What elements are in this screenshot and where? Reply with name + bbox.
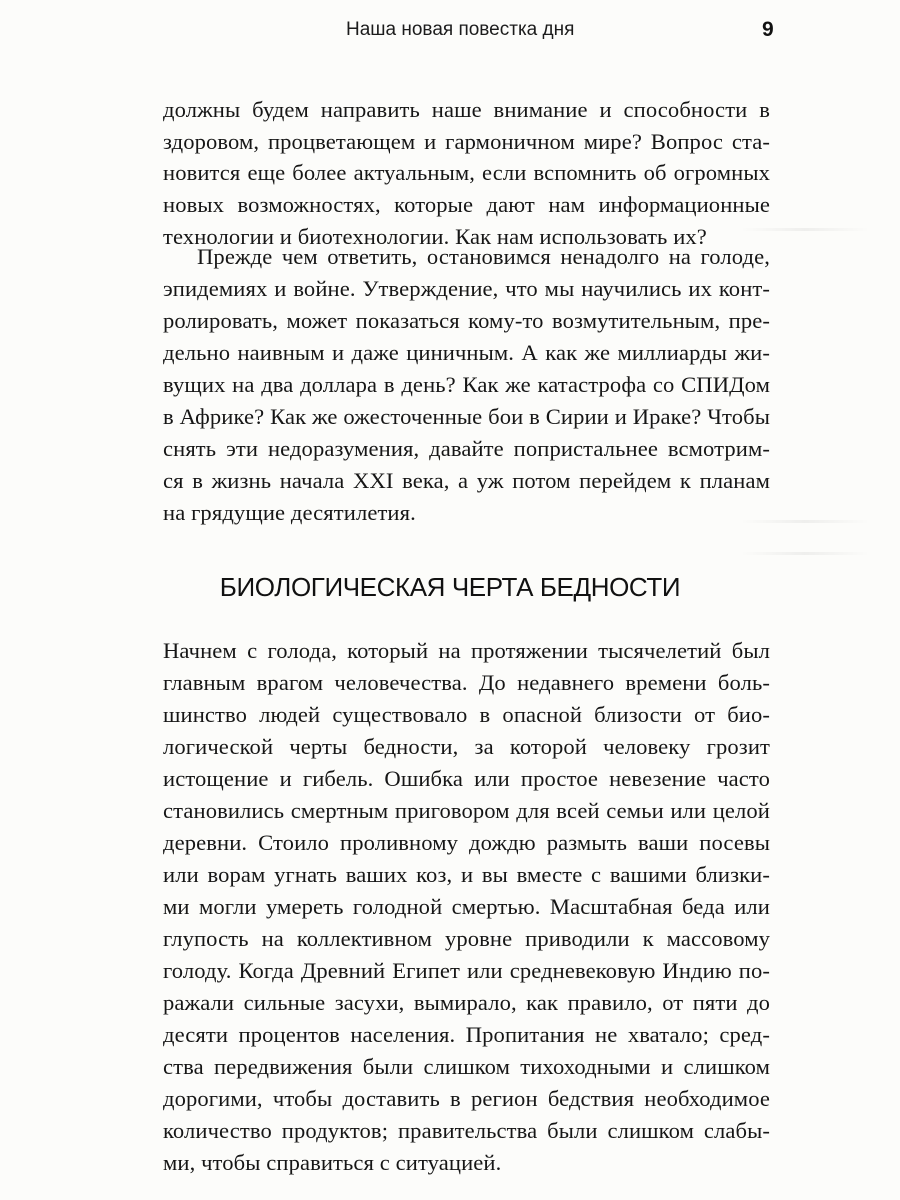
text-line: на грядущие десятилетия.	[163, 500, 416, 525]
text-line: дорогими, чтобы доставить в регион бедствия необходимое	[163, 1086, 770, 1111]
text-line: истощение и гибель. Ошибка или простое невезение часто	[163, 766, 770, 791]
text-line: ства передвижения были слишком тихоходными и слишком	[163, 1054, 770, 1079]
text-line: технологии и биотехнологии. Как нам использовать их?	[163, 224, 707, 249]
text-line: ражали сильные засухи, вымирало, как правило, от пяти до	[163, 990, 770, 1015]
text-line: логической черты бедности, за которой человеку грозит	[163, 734, 770, 759]
text-line: или ворам угнать ваших коз, и вы вместе с вашими близки-	[163, 862, 770, 887]
text-line: Начнем с голода, который на протяжении тысячелетий был	[163, 638, 770, 663]
text-line: дельно наивным и даже циничным. А как же миллиарды жи-	[163, 340, 770, 365]
text-line: десяти процентов населения. Пропитания не хватало; сред-	[163, 1022, 770, 1047]
running-title: Наша новая повестка дня	[346, 19, 575, 40]
section-heading: БИОЛОГИЧЕСКАЯ ЧЕРТА БЕДНОСТИ	[219, 572, 681, 602]
text-line: должны будем направить наше внимание и способности в	[163, 97, 770, 122]
show-through-mark	[740, 552, 870, 555]
running-header	[0, 19, 900, 47]
text-line: ми, чтобы справиться с ситуацией.	[163, 1150, 502, 1175]
text-line: новится еще более актуальным, если вспомнить об огромных	[163, 160, 770, 185]
text-line: вущих на два доллара в день? Как же катастрофа со СПИДом	[163, 372, 770, 397]
text-line: ми могли умереть голодной смертью. Масштабная беда или	[163, 894, 770, 919]
text-line: количество продуктов; правительства были слишком слабы-	[163, 1118, 770, 1143]
text-line: ролировать, может показаться кому-то возмутительным, пре-	[163, 308, 770, 333]
text-line: эпидемиях и войне. Утверждение, что мы научились их конт-	[163, 276, 770, 301]
text-line: новых возможностях, которые дают нам информационные	[163, 192, 770, 217]
text-line: становились смертным приговором для всей семьи или целой	[163, 798, 770, 823]
text-line: ся в жизнь начала XXI века, а уж потом перейдем к планам	[163, 468, 770, 493]
text-line: главным врагом человечества. До недавнего времени боль-	[163, 670, 770, 695]
text-line: Прежде чем ответить, остановимся ненадолго на голоде,	[197, 244, 770, 269]
text-line: деревни. Стоило проливному дождю размыть ваши посевы	[163, 830, 770, 855]
text-line: в Африке? Как же ожесточенные бои в Сирии и Ираке? Чтобы	[163, 404, 770, 429]
page-number: 9	[762, 18, 774, 41]
text-line: здоровом, процветающем и гармоничном мире? Вопрос ста-	[163, 129, 770, 154]
text-line: шинство людей существовало в опасной близости от био-	[163, 702, 770, 727]
text-line: голоду. Когда Древний Египет или средневековую Индию по-	[163, 958, 770, 983]
text-line: глупость на коллективном уровне приводили к массовому	[163, 926, 770, 951]
text-line: снять эти недоразумения, давайте попристальнее всмотрим-	[163, 436, 770, 461]
